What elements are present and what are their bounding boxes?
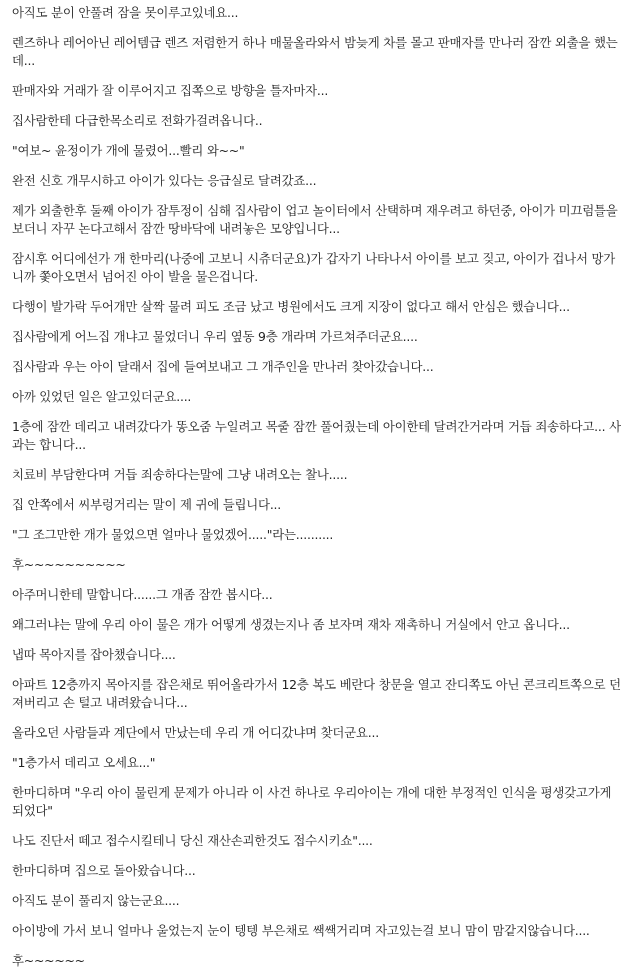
paragraph: 아직도 분이 풀리지 않는군요.... [12, 893, 180, 908]
paragraph: "여보~ 윤정이가 개에 물렸어...빨리 와~~" [12, 143, 245, 158]
paragraph: 집사람한테 다급한목소리로 전화가걸려옵니다.. [12, 113, 263, 128]
paragraph: 후~~~~~~~~~~ [12, 557, 126, 572]
paragraph: 나도 진단서 떼고 접수시킬테니 당신 재산손괴한것도 접수시키쇼".... [12, 833, 373, 848]
paragraph: 1층에 잠깐 데리고 내려갔다가 똥오줌 누일려고 목줄 잠깐 풀어줬는데 아이한테 달려간거라며 거듭 죄송하다고... 사과는 합니다... [12, 419, 621, 452]
paragraph: 한마디하며 집으로 돌아왔습니다... [12, 863, 196, 878]
paragraph: "그 조그만한 개가 물었으면 얼마나 물었겠어....."라는.......... [12, 527, 334, 542]
paragraph: "1층가서 데리고 오세요..." [12, 755, 156, 770]
paragraph: 한마디하며 "우리 아이 물린게 문제가 아니라 이 사건 하나로 우리아이는 개에 대한 부정적인 인식을 평생갖고가게 되었다" [12, 785, 612, 818]
paragraph: 냅따 목아지를 잡아챘습니다.... [12, 647, 176, 662]
paragraph: 다행이 발가락 두어개만 살짝 물려 피도 조금 났고 병원에서도 크게 지장이 없다고 해서 안심은 했습니다... [12, 299, 570, 314]
paragraph: 아까 있었던 일은 알고있더군요.... [12, 389, 192, 404]
paragraph: 아주머니한테 말합니다......그 개좀 잠깐 봅시다... [12, 587, 273, 602]
paragraph: 왜그러냐는 말에 우리 아이 물은 개가 어떻게 생겼는지나 좀 보자며 재차 재촉하니 거실에서 안고 옵니다... [12, 617, 570, 632]
paragraph: 아파트 12층까지 목아지를 잡은채로 뛰어올라가서 12층 복도 베란다 창문을 열고 잔디쪽도 아닌 콘크리트쪽으로 던져버리고 손 털고 내려왔습니다... [12, 677, 621, 710]
paragraph: 집사람에게 어느집 개냐고 물었더니 우리 옆동 9층 개라며 가르쳐주더군요.... [12, 329, 418, 344]
paragraph: 아이방에 가서 보니 얼마나 울었는지 눈이 텡텡 부은채로 쌕쌕거리며 자고있는걸 보니 맘이 맘같지않습니다.... [12, 923, 590, 938]
paragraph: 올라오던 사람들과 계단에서 만났는데 우리 개 어디갔냐며 찾더군요... [12, 725, 379, 740]
paragraph: 완전 신호 개무시하고 아이가 있다는 응급실로 달려갔죠... [12, 173, 317, 188]
paragraph: 후~~~~~~ [12, 953, 85, 968]
paragraph: 렌즈하나 레어아닌 레어템급 렌즈 저렴한거 하나 매물올라와서 밤늦게 차를 몰고 판매자를 만나러 잠깐 외출을 했는데... [12, 35, 618, 68]
paragraph: 집 안쪽에서 씨부렁거리는 말이 제 귀에 들립니다... [12, 497, 282, 512]
paragraph: 치료비 부담한다며 거듭 죄송하다는말에 그냥 내려오는 찰나..... [12, 467, 348, 482]
paragraph: 잠시후 어디에선가 개 한마리(나중에 고보니 시츄더군요)가 갑자기 나타나서 아이를 보고 짖고, 아이가 겁나서 망가니까 쫓아오면서 넘어진 아이 발을 물은겁니다. [12, 251, 615, 284]
paragraph: 판매자와 거래가 잘 이루어지고 집쪽으로 방향을 틀자마자... [12, 83, 329, 98]
paragraph: 아직도 분이 안풀려 잠을 못이루고있네요... [12, 5, 239, 20]
paragraph: 제가 외출한후 둘째 아이가 잠투정이 심해 집사람이 업고 놀이터에서 산택하며 재우려고 하던중, 아이가 미끄럼틀을 보더니 자꾸 논다고해서 잠깐 땅바닥에 내려놓은 모양입니다... [12, 203, 618, 236]
paragraph: 집사람과 우는 아이 달래서 집에 들여보내고 그 개주인을 만나러 찾아갔습니다... [12, 359, 434, 374]
